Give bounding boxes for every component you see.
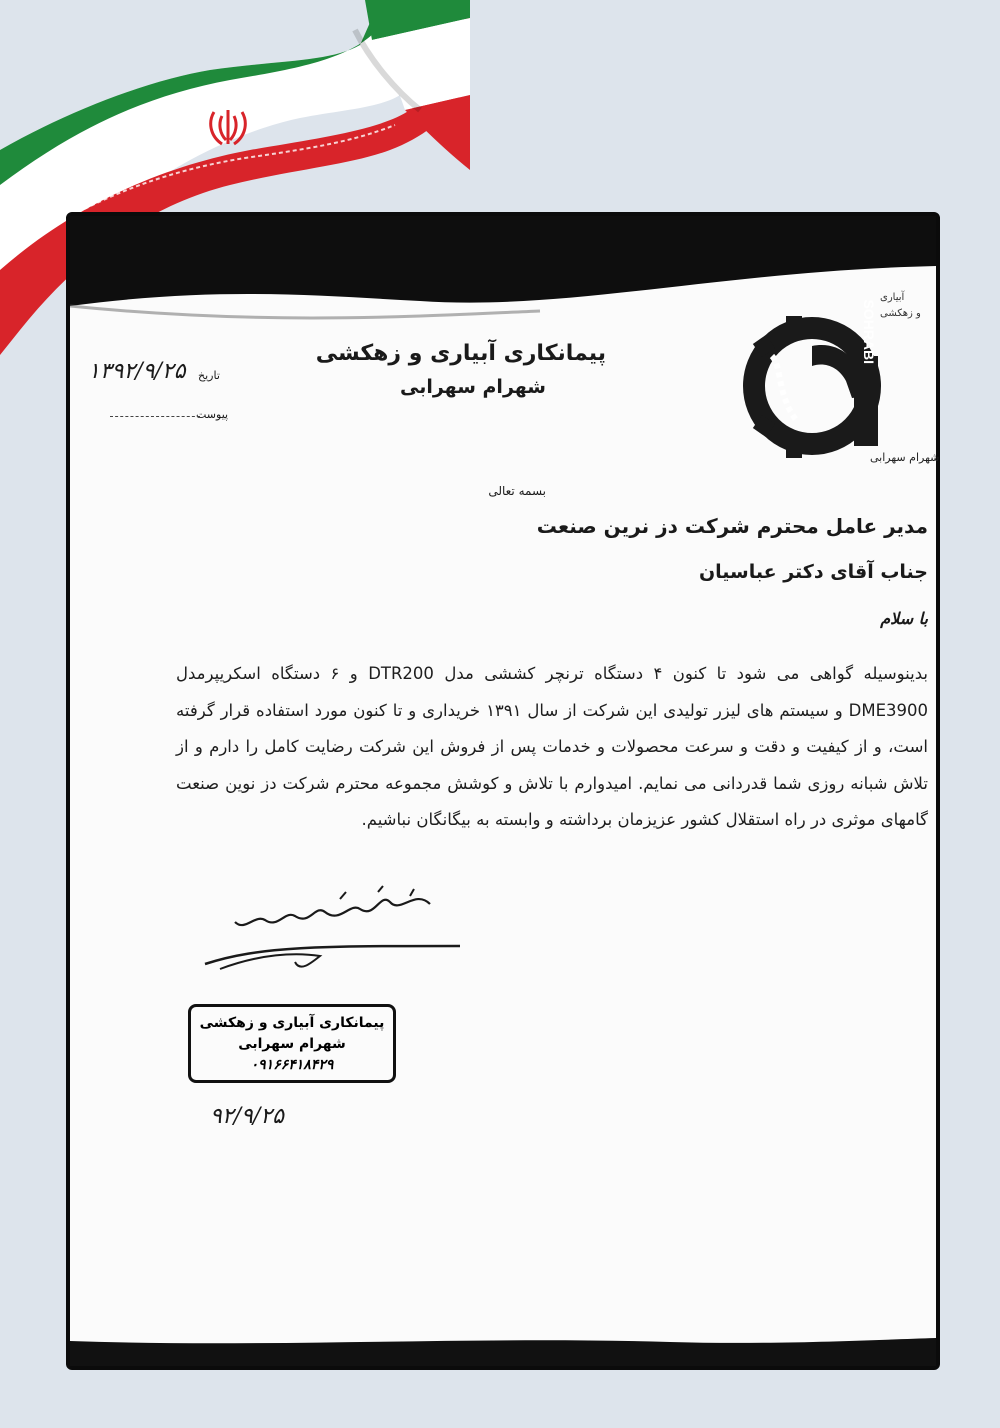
- date-value: ۱۳۹۲/۹/۲۵: [88, 359, 186, 384]
- company-stamp: [188, 1004, 396, 1083]
- greeting: با سلام: [880, 609, 928, 628]
- logo-top-text-1: آبیاری: [880, 292, 905, 303]
- date-label: تاریخ: [198, 369, 220, 382]
- stamp-line-2: شهرام سهرابی: [238, 1036, 346, 1052]
- company-owner-name: شهرام سهرابی: [399, 376, 546, 398]
- stamp-line-1: پیمانکاری آبیاری و زهکشی: [199, 1015, 385, 1031]
- attachment-label: پیوست: [196, 408, 229, 421]
- logo-bottom-text: شهرام سهرابی: [870, 451, 940, 464]
- logo-side-text: SOHRABI: [861, 299, 877, 364]
- handwritten-signature: [200, 884, 460, 979]
- recipient-name: جناب آقای دکتر عباسیان: [698, 561, 928, 583]
- company-title: پیمانکاری آبیاری و زهکشی: [315, 341, 606, 366]
- attachment-line: [110, 416, 200, 417]
- stamp-phone: ۰۹۱۶۶۴۱۸۴۲۹: [250, 1057, 334, 1073]
- sohrabi-logo: [742, 286, 940, 466]
- letter-body: بدینوسیله گواهی می شود تا کنون ۴ دستگاه ترنچر کششی مدل DTR200 و ۶ دستگاه اسکریپرمدل DME3900 و سیستم های لیزر تولیدی این شرکت از سال ۱۳۹۱ خریداری و تا کنون مورد استفاده قرار گرفته است، و از کیفیت و دقت و سرعت محصولات و خدمات پس از فروش این شرکت رضایت کامل را دارم و از تلاش شبانه روزی شما قدردانی می نمایم. امیدوارم با تلاش و کوشش مجموعه محترم شرکت دز نوین صنعت گامهای موثری در راه استقلال کشور عزیزمان برداشته و وابسته به بیگانگان نباشیم.: [176, 664, 929, 829]
- recipient-title: مدیر عامل محترم شرکت دز نرین صنعت: [536, 514, 928, 538]
- logo-top-text-2: و زهکشی: [880, 308, 921, 319]
- letter-document: [70, 216, 940, 1366]
- basmala: بسمه تعالی: [488, 484, 546, 498]
- handwritten-date: ۹۲/۹/۲۵: [210, 1104, 284, 1129]
